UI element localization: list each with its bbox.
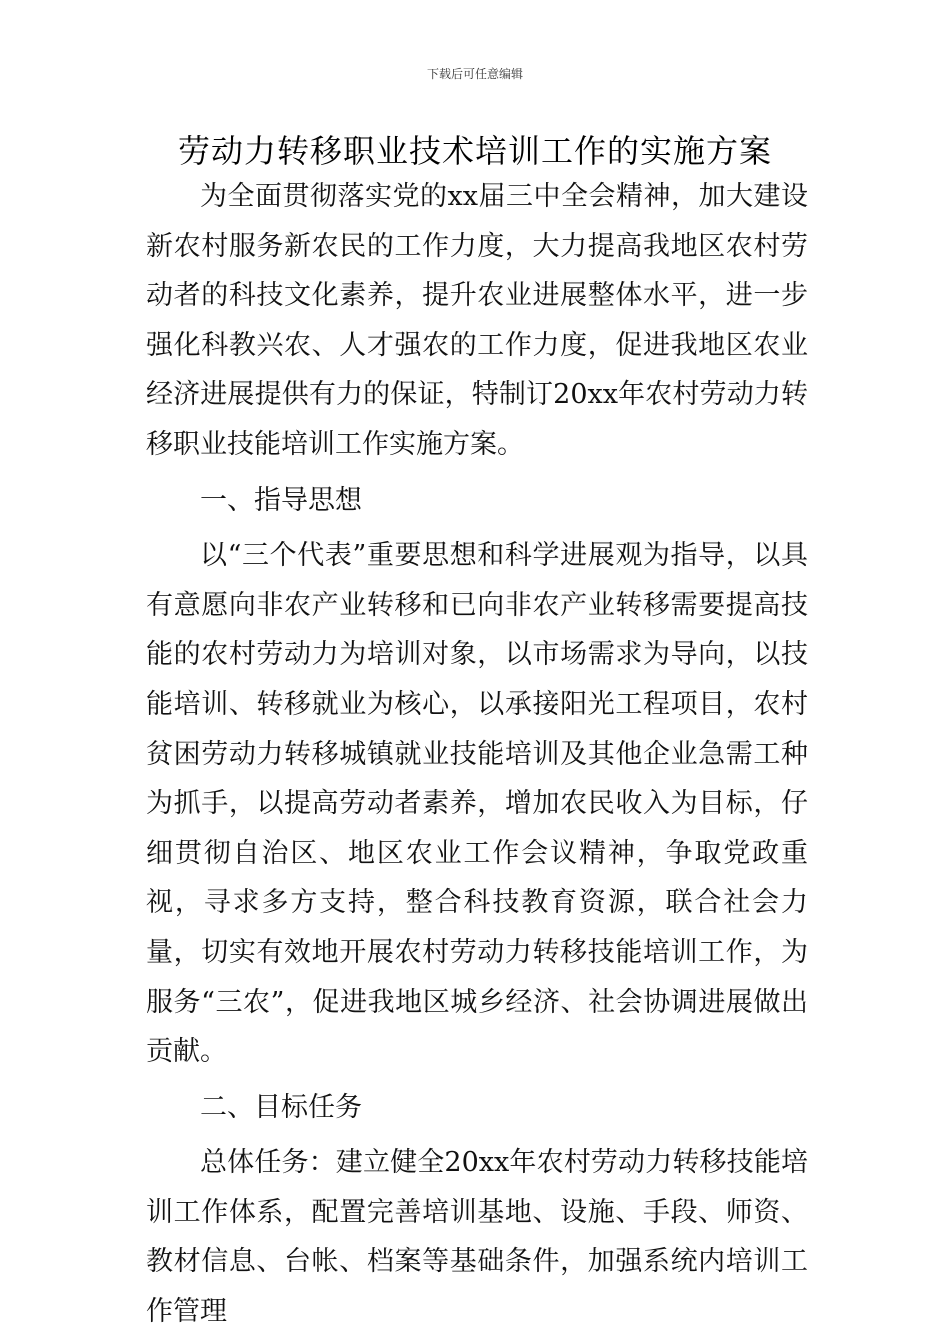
section-heading-goals-tasks: 二、目标任务 — [200, 1091, 362, 1123]
section-paragraph-guiding-ideology: 以“三个代表”重要思想和科学进展观为指导，以具有意愿向非农产业转移和已向非农产业转移需要提高技能的农村劳动力为培训对象，以市场需求为导向，以技能培训、转移就业为核心，以承接阳光工程项目，农村贫困劳动力转移城镇就业技能培训及其他企业急需工种为抓手，以提高劳动者素养，增加农民收入为目标，仔细贯彻自治区、地区农业工作会议精神，争取党政重视，寻求多方支持，整合科技教育资源，联合社会力量，切实有效地开展农村劳动力转移技能培训工作，为服务“三农”，促进我地区城乡经济、社会协调进展做出贡献。 — [146, 540, 808, 1068]
document-title: 劳动力转移职业技术培训工作的实施方案 — [177, 132, 772, 170]
intro-paragraph: 为全面贯彻落实党的xx届三中全会精神，加大建设新农村服务新农民的工作力度，大力提高我地区农村劳动者的科技文化素养，提升农业进展整体水平，进一步强化科教兴农、人才强农的工作力度，促进我地区农业经济进展提供有力的保证，特制订20xx年农村劳动力转移职业技能培训工作实施方案。 — [146, 181, 808, 460]
download-note: 下载后可任意编辑 — [426, 67, 523, 81]
document-body — [146, 172, 808, 1337]
section-paragraph-goals-tasks: 总体任务：建立健全20xx年农村劳动力转移技能培训工作体系，配置完善培训基地、设施、手段、师资、教材信息、台帐、档案等基础条件，加强系统内培训工作管理 — [146, 1147, 808, 1328]
section-heading-guiding-ideology: 一、指导思想 — [200, 484, 362, 516]
